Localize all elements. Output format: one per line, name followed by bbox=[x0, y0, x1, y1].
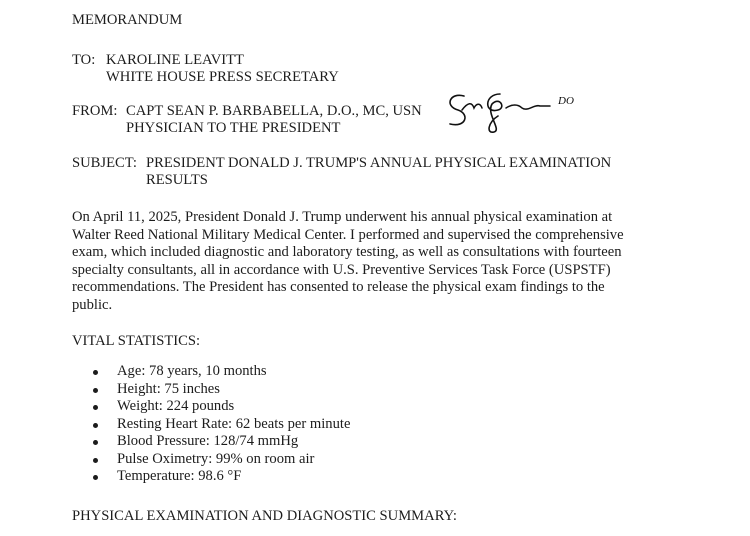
subject-line-1: PRESIDENT DONALD J. TRUMP'S ANNUAL PHYSICAL EXAMINATION bbox=[146, 155, 612, 171]
bullet-icon bbox=[93, 405, 98, 410]
intro-paragraph bbox=[72, 209, 672, 314]
paragraph-line: public. bbox=[72, 296, 113, 313]
vital-item-pulse-oximetry: Pulse Oximetry: 99% on room air bbox=[93, 451, 350, 469]
to-name: KAROLINE LEAVITT bbox=[106, 52, 244, 68]
bullet-icon bbox=[93, 423, 98, 428]
vital-item-age: Age: 78 years, 10 months bbox=[93, 363, 350, 381]
bullet-icon bbox=[93, 370, 98, 375]
memo-heading: MEMORANDUM bbox=[72, 12, 183, 28]
vital-item-temperature: Temperature: 98.6 °F bbox=[93, 468, 350, 486]
vital-item-blood-pressure: Blood Pressure: 128/74 mmHg bbox=[93, 433, 350, 451]
bullet-icon bbox=[93, 458, 98, 463]
paragraph-line: recommendations. The President has consented to release the physical exam findings to the bbox=[72, 279, 605, 295]
paragraph-line: specialty consultants, all in accordance with U.S. Preventive Services Task Force (USPSTF) bbox=[72, 261, 611, 278]
from-name: CAPT SEAN P. BARBABELLA, D.O., MC, USN bbox=[126, 103, 422, 119]
paragraph-line: exam, which included diagnostic and laboratory testing, as well as consultations with fourteen bbox=[72, 244, 622, 260]
vital-item-height: Height: 75 inches bbox=[93, 381, 350, 399]
signature-degree: DO bbox=[558, 95, 574, 107]
bullet-icon bbox=[93, 388, 98, 393]
paragraph-line: Walter Reed National Military Medical Center. I performed and supervised the comprehensive bbox=[72, 226, 624, 243]
vital-item-weight: Weight: 224 pounds bbox=[93, 398, 350, 416]
bullet-icon bbox=[93, 440, 98, 445]
to-label: TO: bbox=[72, 52, 96, 68]
vital-item-heart-rate: Resting Heart Rate: 62 beats per minute bbox=[93, 416, 350, 434]
handwritten-signature bbox=[442, 84, 602, 136]
from-label: FROM: bbox=[72, 103, 118, 119]
to-title: WHITE HOUSE PRESS SECRETARY bbox=[106, 69, 339, 85]
paragraph-line: On April 11, 2025, President Donald J. Trump underwent his annual physical examination at bbox=[72, 209, 613, 225]
from-title: PHYSICIAN TO THE PRESIDENT bbox=[126, 120, 341, 136]
vital-statistics-list bbox=[93, 363, 350, 486]
subject-line-2: RESULTS bbox=[146, 172, 208, 188]
bullet-icon bbox=[93, 475, 98, 480]
vital-statistics-heading: VITAL STATISTICS: bbox=[72, 333, 201, 349]
subject-label: SUBJECT: bbox=[72, 155, 137, 171]
exam-summary-heading: PHYSICAL EXAMINATION AND DIAGNOSTIC SUMMARY: bbox=[72, 508, 457, 524]
